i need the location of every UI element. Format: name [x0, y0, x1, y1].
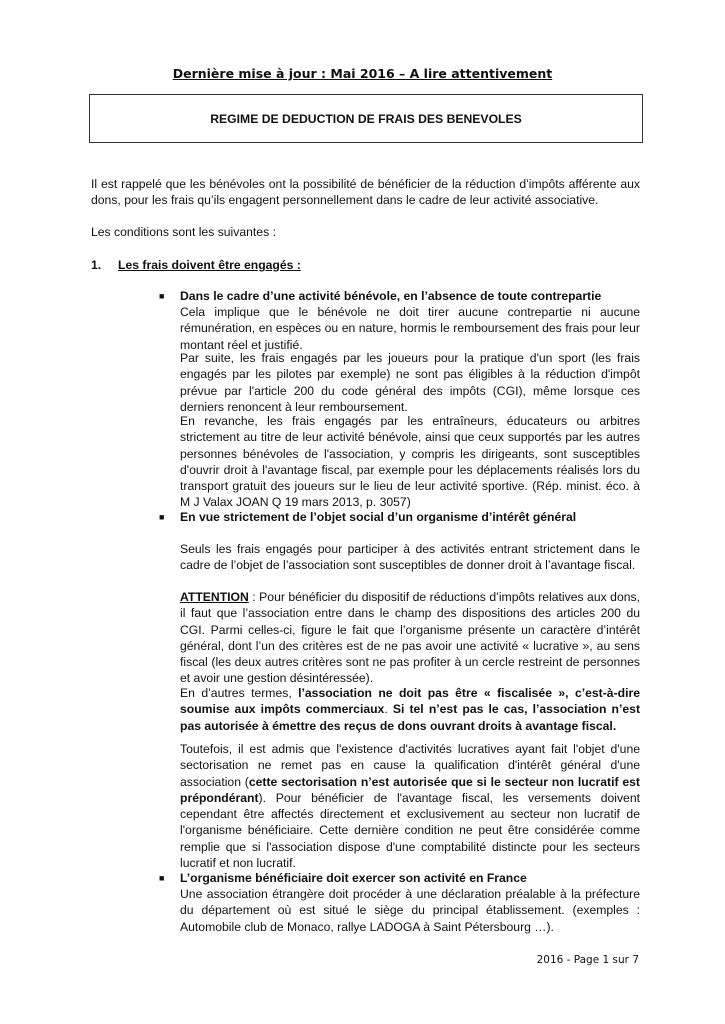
sectorisation-lead: Toutefois, il est admis que l'existence d'activités lucratives ayant fait l'objet d'une sectorisation ne remet pas en cause la qualification d'intérêt général d'une association ( [180, 742, 640, 789]
bullet-heading-social-object: En vue strictement de l’objet social d’un organisme d’intérêt général [180, 510, 577, 524]
paragraph-foreign-association: Une association étrangère doit procéder à une déclaration préalable à la préfecture du département où est situé le siège du principal établissement. (exemples : Automobile club de Monaco, rallye LADOGA à Saint Pétersbourg …). [180, 887, 640, 934]
paragraph-players-costs: Par suite, les frais engagés par les joueurs pour la pratique d'un sport (les frais engagés par les pilotes par exemple) ne sont pas éligibles à la réduction d'impôt prévue par l'article 200 du code général des impôts (CGI), même lorsque ces derniers renoncent à leur remboursement. [180, 351, 640, 414]
section-title: Les frais doivent être engagés : [118, 258, 301, 272]
section-number: 1. [91, 258, 102, 272]
attention-label: ATTENTION [180, 590, 249, 604]
paragraph-coaches-costs: En revanche, les frais engagés par les entraîneurs, éducateurs ou arbitres strictement au titre de leur activité bénévole, ainsi que ceux supportés par les autres personnes bénévoles de l'association, y compris les dirigeants, sont susceptibles d'ouvrir droit à l'avantage fiscal, par exemple pour les déplacements réalisés lors du transport gratuit des joueurs sur le lieu de leur activité sportive. (Rép. minist. éco. à M J Valax JOAN Q 19 mars 2013, p. 3057) [180, 414, 640, 510]
sectorisation-bold: cette sectorisation n’est autorisée que si le secteur non lucratif est prépondérant [180, 774, 640, 805]
bullet-heading-france: L’organisme bénéficiaire doit exercer son activité en France [180, 871, 527, 885]
intro-paragraph: Il est rappelé que les bénévoles ont la possibilité de bénéficier de la réduction d’impôts afférente aux dons, pour les frais qu’ils engagent personnellement dans le cadre de leur activité associative. [91, 177, 640, 208]
not-taxed-mid: . [384, 702, 393, 717]
paragraph-not-taxed [180, 685, 640, 734]
conditions-intro: Les conditions sont les suivantes : [91, 225, 276, 239]
page-footer: 2016 - Page 1 sur 7 [536, 954, 639, 966]
not-taxed-bold: l’association ne doit pas être « fiscalisée », c’est-à-dire soumise aux impôts commerciaux [180, 686, 640, 717]
paragraph-eligible-costs: Seuls les frais engagés pour participer à des activités entrant strictement dans le cadre de l’objet de l’association sont susceptibles de donner droit à l’avantage fiscal. [180, 542, 640, 573]
attention-text: : Pour bénéficier du dispositif de réductions d’impôts relatives aux dons, il faut que l’association entre dans le champ des dispositions des articles 200 du CGI. Parmi celles-ci, figure le fait que l’organisme présente un caractère d’intérêt général, dont l’un des critères est de ne pas avoir une activité « lucrative », au sens fiscal (les deux autres critères sont ne pas profiter à un cercle restreint de personnes et avoir une gestion désintéressée). [180, 590, 640, 686]
update-notice [0, 66, 725, 81]
bullet-square-icon: ■ [159, 291, 165, 301]
document-title: REGIME DE DEDUCTION DE FRAIS DES BENEVOLES [210, 111, 522, 126]
not-taxed-lead: En d’autres termes, [180, 686, 299, 700]
bullet-heading-volunteer: Dans le cadre d’une activité bénévole, en l’absence de toute contrepartie [180, 289, 602, 303]
paragraph-attention [180, 589, 640, 687]
not-taxed-bold-2: Si tel n’est pas le cas, l’association n’est pas autorisée à émettre des reçus de dons ouvrant droits à avantage fiscal. [180, 702, 640, 733]
paragraph-sectorisation [180, 741, 640, 871]
bullet-square-icon: ■ [159, 873, 165, 883]
update-notice-text: Dernière mise à jour : Mai 2016 – A lire attentivement [172, 66, 553, 81]
bullet-square-icon: ■ [159, 512, 165, 522]
sectorisation-tail: ). Pour bénéficier de l'avantage fiscal, les versements doivent cependant être affectés directement et exclusivement au secteur non lucratif de l'organisme bénéficiaire. Cette dernière condition ne peut être considérée comme remplie que si l'association dispose d'une comptabilité distincte pour les secteurs lucratif et non lucratif. [180, 790, 640, 871]
paragraph-no-compensation: Cela implique que le bénévole ne doit tirer aucune contrepartie ni aucune rémunération, en espèces ou en nature, hormis le remboursement des frais pour leur montant réel et justifié. [180, 305, 640, 352]
document-title-box [89, 94, 643, 143]
